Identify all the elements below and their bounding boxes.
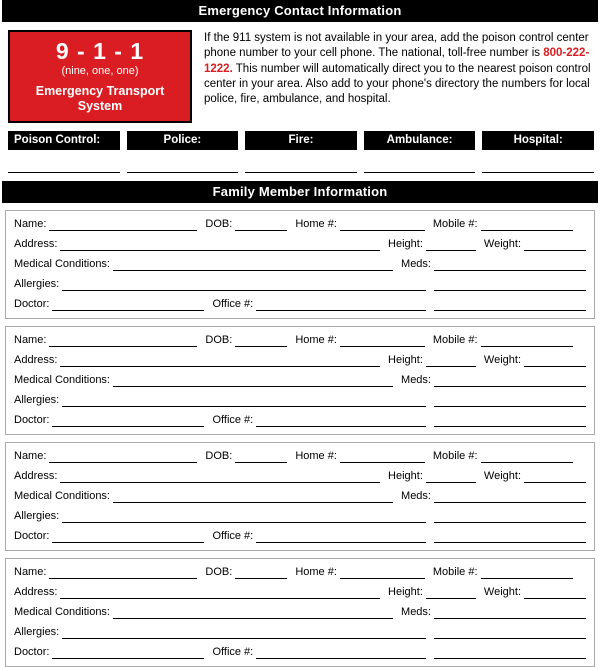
field-home-number[interactable] [340,450,425,463]
label-weight: Weight: [483,585,521,598]
field-address[interactable] [60,586,380,599]
label-mobile-number: Mobile #: [432,565,478,578]
field-mobile-number[interactable] [481,566,573,579]
911-spelled-out: (nine, one, one) [61,65,139,78]
field-dob[interactable] [235,450,287,463]
label-doctor: Doctor: [14,413,50,426]
field-height[interactable] [426,586,476,599]
field-height[interactable] [426,354,476,367]
label-doctor: Doctor: [14,297,50,310]
contact-line-police[interactable] [127,150,239,173]
contact-label-police: Police: [127,131,239,150]
field-allergies[interactable] [62,394,426,407]
field-medical-conditions[interactable] [113,258,393,271]
member-row-allergies [14,394,586,407]
contact-label-fire: Fire: [245,131,357,150]
field-name[interactable] [49,450,197,463]
label-medical-conditions: Medical Conditions: [14,257,110,270]
field-dob[interactable] [235,566,287,579]
field-office-number[interactable] [256,298,426,311]
field-meds[interactable] [434,258,586,271]
label-home-number: Home #: [295,217,337,230]
family-member-card [5,442,595,551]
field-medical-conditions[interactable] [113,490,393,503]
label-office-number: Office #: [212,297,254,310]
member-row-identity [14,450,586,463]
family-member-card [5,558,595,667]
field-office-number-continued[interactable] [434,530,586,543]
field-height[interactable] [426,238,476,251]
field-office-number[interactable] [256,646,426,659]
911-badge [8,30,192,123]
member-row-medical [14,606,586,619]
member-row-address [14,586,586,599]
label-home-number: Home #: [295,333,337,346]
member-row-allergies [14,626,586,639]
member-row-medical [14,258,586,271]
contact-line-fire[interactable] [245,150,357,173]
field-address[interactable] [60,470,380,483]
field-weight[interactable] [524,470,586,483]
field-meds[interactable] [434,606,586,619]
field-dob[interactable] [235,218,287,231]
label-name: Name: [14,217,47,230]
label-doctor: Doctor: [14,529,50,542]
member-row-address [14,354,586,367]
field-office-number[interactable] [256,530,426,543]
member-row-identity [14,218,586,231]
contact-write-in-lines [8,150,594,173]
field-height[interactable] [426,470,476,483]
label-height: Height: [388,585,423,598]
label-home-number: Home #: [295,449,337,462]
911-number: 9 - 1 - 1 [55,38,145,64]
field-office-number-continued[interactable] [434,414,586,427]
emergency-instructions-part2: This number will automatically direct you to the nearest poison control center in your area. Also add to your phone's directory the numbers for local police, fire, ambulance, and hospital. [204,62,591,106]
member-row-medical [14,374,586,387]
label-address: Address: [14,353,58,366]
contact-label-hospital: Hospital: [482,131,594,150]
label-home-number: Home #: [295,565,337,578]
family-member-card [5,210,595,319]
field-name[interactable] [49,334,197,347]
label-office-number: Office #: [212,645,254,658]
member-row-doctor [14,414,586,427]
field-mobile-number[interactable] [481,218,573,231]
label-meds: Meds: [401,605,431,618]
label-meds: Meds: [401,257,431,270]
field-allergies-continued[interactable] [434,394,586,407]
poison-control-phone: 800-222-1222. [204,47,590,75]
member-row-doctor [14,530,586,543]
contact-label-ambulance: Ambulance: [364,131,476,150]
label-allergies: Allergies: [14,625,60,638]
label-height: Height: [388,237,423,250]
label-allergies: Allergies: [14,393,60,406]
label-weight: Weight: [483,237,521,250]
field-meds[interactable] [434,490,586,503]
field-doctor[interactable] [52,414,204,427]
label-allergies: Allergies: [14,509,60,522]
emergency-instructions [192,30,596,107]
member-row-identity [14,334,586,347]
label-address: Address: [14,469,58,482]
label-medical-conditions: Medical Conditions: [14,489,110,502]
label-height: Height: [388,353,423,366]
label-dob: DOB: [205,217,233,230]
label-dob: DOB: [205,333,233,346]
label-name: Name: [14,565,47,578]
label-doctor: Doctor: [14,645,50,658]
field-allergies-continued[interactable] [434,626,586,639]
member-row-address [14,238,586,251]
field-home-number[interactable] [340,334,425,347]
label-mobile-number: Mobile #: [432,449,478,462]
contact-label-bar [8,131,594,150]
contact-label-poison-control: Poison Control: [8,131,120,150]
member-row-identity [14,566,586,579]
contact-line-poison-control[interactable] [8,150,120,173]
member-row-doctor [14,298,586,311]
field-meds[interactable] [434,374,586,387]
field-office-number-continued[interactable] [434,646,586,659]
label-height: Height: [388,469,423,482]
label-dob: DOB: [205,565,233,578]
field-name[interactable] [49,218,197,231]
field-allergies-continued[interactable] [434,510,586,523]
field-mobile-number[interactable] [481,334,573,347]
label-address: Address: [14,237,58,250]
member-row-medical [14,490,586,503]
field-dob[interactable] [235,334,287,347]
member-row-allergies [14,510,586,523]
field-doctor[interactable] [52,530,204,543]
label-office-number: Office #: [212,413,254,426]
field-allergies-continued[interactable] [434,278,586,291]
label-mobile-number: Mobile #: [432,333,478,346]
member-row-doctor [14,646,586,659]
contact-line-hospital[interactable] [482,150,594,173]
field-doctor[interactable] [52,298,204,311]
field-medical-conditions[interactable] [113,606,393,619]
field-allergies[interactable] [62,510,426,523]
field-weight[interactable] [524,354,586,367]
label-dob: DOB: [205,449,233,462]
field-address[interactable] [60,354,380,367]
field-allergies[interactable] [62,626,426,639]
label-meds: Meds: [401,373,431,386]
contact-line-ambulance[interactable] [364,150,476,173]
emergency-transport-system-label: Emergency Transport System [35,83,165,113]
field-home-number[interactable] [340,566,425,579]
label-mobile-number: Mobile #: [432,217,478,230]
field-address[interactable] [60,238,380,251]
field-mobile-number[interactable] [481,450,573,463]
label-name: Name: [14,333,47,346]
member-row-address [14,470,586,483]
field-weight[interactable] [524,238,586,251]
emergency-instructions-part1: If the 911 system is not available in your area, add the poison control center phone number to your cell phone. The national, toll-free number is [204,32,589,60]
field-allergies[interactable] [62,278,426,291]
label-weight: Weight: [483,469,521,482]
label-office-number: Office #: [212,529,254,542]
label-allergies: Allergies: [14,277,60,290]
field-medical-conditions[interactable] [113,374,393,387]
field-doctor[interactable] [52,646,204,659]
member-row-allergies [14,278,586,291]
label-medical-conditions: Medical Conditions: [14,605,110,618]
field-home-number[interactable] [340,218,425,231]
label-weight: Weight: [483,353,521,366]
label-address: Address: [14,585,58,598]
family-member-card [5,326,595,435]
emergency-section-header: Emergency Contact Information [2,0,598,22]
field-weight[interactable] [524,586,586,599]
field-office-number-continued[interactable] [434,298,586,311]
family-members-list [5,210,595,667]
label-name: Name: [14,449,47,462]
field-office-number[interactable] [256,414,426,427]
family-section-header: Family Member Information [2,181,598,203]
emergency-info-row [8,30,596,123]
label-medical-conditions: Medical Conditions: [14,373,110,386]
label-meds: Meds: [401,489,431,502]
field-name[interactable] [49,566,197,579]
